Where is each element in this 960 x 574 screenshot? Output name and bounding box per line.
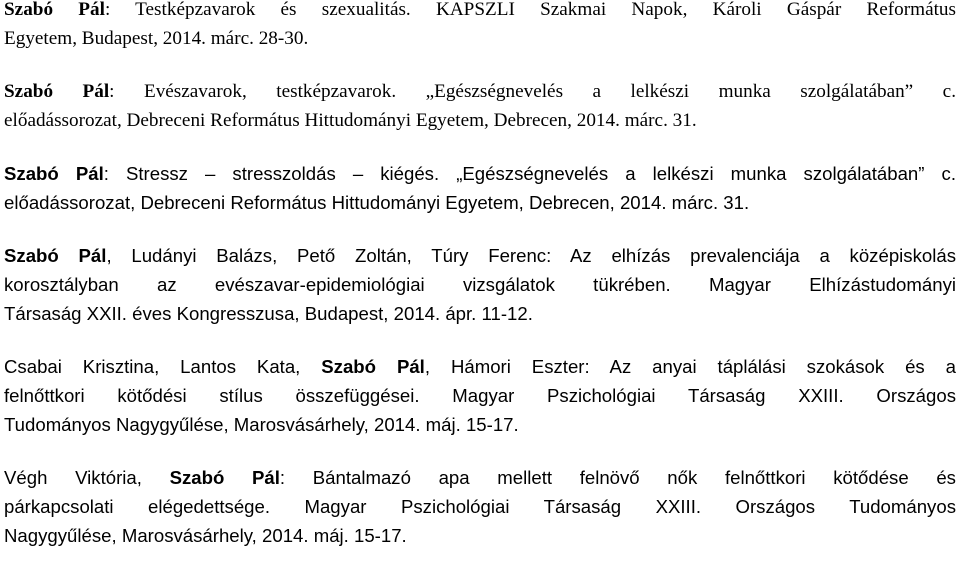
citation-entry-3 — [4, 159, 956, 217]
author-name-bold: Szabó Pál — [169, 467, 280, 488]
citation-text: Csabai Krisztina, Lantos Kata, — [4, 356, 322, 377]
citation-entry-1 — [4, 0, 956, 53]
citation-line — [4, 188, 956, 217]
citation-text: korosztályban az evészavar-epidemiológiai vizsgálatok tükrében. Magyar Elhízástudományi — [4, 274, 956, 295]
citation-line — [4, 299, 956, 328]
citation-line — [4, 77, 956, 106]
author-name-bold: Szabó Pál — [4, 245, 107, 266]
citation-entry-6 — [4, 463, 956, 550]
citation-text: , Hámori Eszter: Az anyai táplálási szokások és a — [424, 356, 956, 377]
citation-text: Társaság XXII. éves Kongresszusa, Budapest, 2014. ápr. 11-12. — [4, 303, 533, 324]
citation-line — [4, 241, 956, 270]
citation-line — [4, 0, 956, 24]
citation-text: párkapcsolati elégedettsége. Magyar Pszichológiai Társaság XXIII. Országos Tudományos — [4, 496, 956, 517]
author-name-bold: Szabó Pál — [4, 81, 110, 102]
citation-entry-4 — [4, 241, 956, 328]
citation-line — [4, 381, 956, 410]
citation-line — [4, 492, 956, 521]
citation-text: Végh Viktória, — [4, 467, 170, 488]
citation-text: : Evészavarok, testképzavarok. „Egészségnevelés a lelkészi munka szolgálatában” c. — [109, 81, 956, 102]
citation-text: : Testképzavarok és szexualitás. KAPSZLI Szakmai Napok, Károli Gáspár Református — [104, 0, 956, 20]
citation-text: Nagygyűlése, Marosvásárhely, 2014. máj. 15-17. — [4, 525, 407, 546]
citation-text: : Stressz – stresszoldás – kiégés. „Egészségnevelés a lelkészi munka szolgálatában” c. — [103, 163, 956, 184]
citation-line — [4, 463, 956, 492]
citation-line — [4, 352, 956, 381]
citation-text: Tudományos Nagygyűlése, Marosvásárhely, 2014. máj. 15-17. — [4, 414, 519, 435]
citation-line — [4, 159, 956, 188]
citation-line — [4, 410, 956, 439]
citation-entry-5 — [4, 352, 956, 439]
citation-text: Egyetem, Budapest, 2014. márc. 28-30. — [4, 28, 309, 49]
citation-text: : Bántalmazó apa mellett felnövő nők felnőttkori kötődése és — [279, 467, 956, 488]
citation-line — [4, 521, 956, 550]
author-name-bold: Szabó Pál — [4, 163, 104, 184]
author-name-bold: Szabó Pál — [4, 0, 105, 20]
citation-line — [4, 106, 956, 135]
citation-text: előadássorozat, Debreceni Református Hittudományi Egyetem, Debrecen, 2014. márc. 31. — [4, 110, 697, 131]
author-name-bold: Szabó Pál — [321, 356, 425, 377]
citation-text: felnőttkori kötődési stílus összefüggései. Magyar Pszichológiai Társaság XXIII. Országos — [4, 385, 956, 406]
citation-line — [4, 24, 956, 53]
citation-line — [4, 270, 956, 299]
citation-text: előadássorozat, Debreceni Református Hittudományi Egyetem, Debrecen, 2014. márc. 31. — [4, 192, 750, 213]
citation-entry-2 — [4, 77, 956, 135]
citation-text: , Ludányi Balázs, Pető Zoltán, Túry Ferenc: Az elhízás prevalenciája a középiskolás — [106, 245, 956, 266]
